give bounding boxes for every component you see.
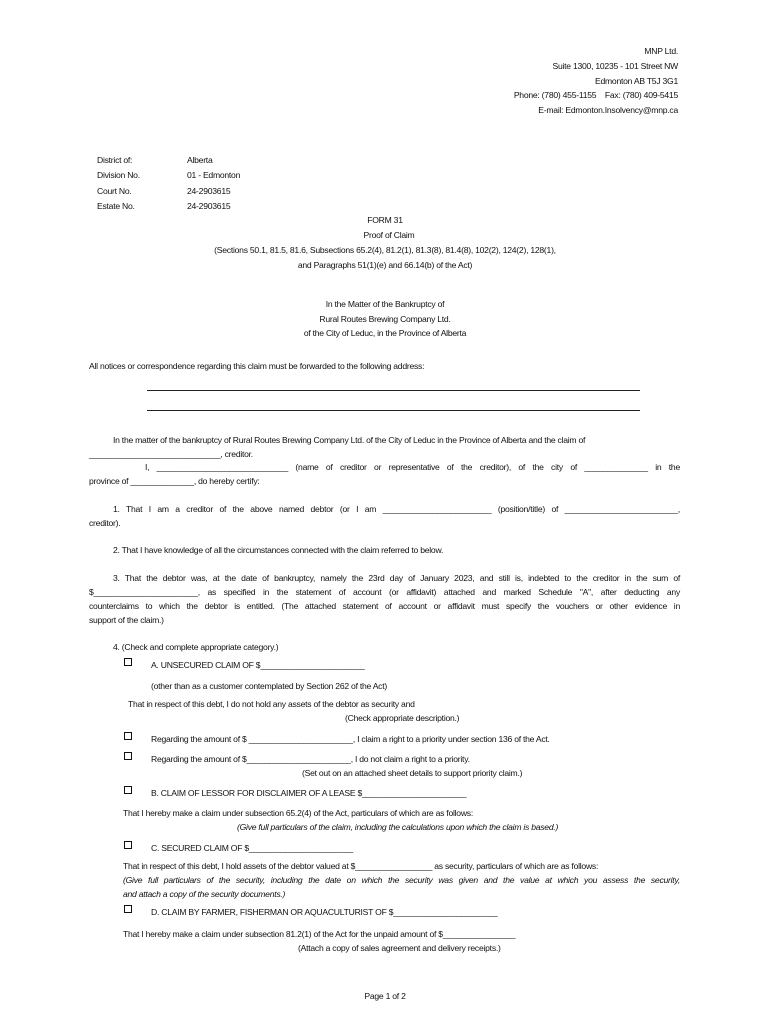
firm-name: MNP Ltd. (644, 46, 678, 56)
priority-details-note: (Set out on an attached sheet details to support priority claim.) (302, 768, 523, 778)
secured-claim-title: C. SECURED CLAIM OF $_______________________ (151, 843, 354, 853)
para3-line-3: counterclaims to which the debtor is entitled. (The attached statement of account or affidavit must specify the vouchers or other evidence in (89, 601, 680, 611)
unsecured-claim-subtitle: (other than as a customer contemplated by Section 262 of the Act) (151, 681, 387, 691)
para4-intro: 4. (Check and complete appropriate category.) (113, 642, 279, 652)
matter-debtor: Rural Routes Brewing Company Ltd. (319, 314, 451, 324)
para3-line-1: 3. That the debtor was, at the date of bankruptcy, namely the 23rd day of January 2023, and still is, indebted to the creditor in the sum of (113, 573, 680, 583)
form-number: FORM 31 (367, 215, 403, 225)
form-paragraphs: and Paragraphs 51(1)(e) and 66.14(b) of the Act) (297, 260, 473, 270)
para3-line-2: $_______________________, as specified in the statement of account (or affidavit) attached and marked Schedule "A", after deducting any (89, 587, 680, 597)
info-value: 24-2903615 (187, 201, 231, 212)
address-line-1[interactable] (147, 390, 640, 391)
no-priority-option-text: Regarding the amount of $_______________________, I do not claim a right to a priority. (151, 754, 470, 764)
form-title: Proof of Claim (363, 230, 415, 240)
farmer-claim-title: D. CLAIM BY FARMER, FISHERMAN OR AQUACULTURIST OF $_______________________ (151, 907, 498, 917)
matter-line-1: In the Matter of the Bankruptcy of (325, 299, 445, 309)
checkbox-priority[interactable] (124, 732, 132, 740)
firm-header (514, 44, 678, 118)
lessor-claim-title: B. CLAIM OF LESSOR FOR DISCLAIMER OF A LEASE $_______________________ (151, 788, 467, 798)
unsecured-check-note: (Check appropriate description.) (345, 713, 460, 723)
case-info (97, 153, 240, 215)
info-row-division (97, 168, 240, 183)
info-label: Division No. (97, 170, 140, 181)
checkbox-unsecured[interactable] (124, 658, 132, 666)
firm-phone-fax: Phone: (780) 455-1155 Fax: (780) 409-5415 (513, 90, 678, 101)
info-row-estate (97, 199, 240, 214)
lessor-claim-text: That I hereby make a claim under subsection 65.2(4) of the Act, particulars of which are as follows: (123, 808, 473, 818)
unsecured-claim-title: A. UNSECURED CLAIM OF $_______________________ (151, 660, 365, 670)
info-value: Alberta (187, 155, 213, 165)
intro-line-4: province of ______________, do hereby certify: (89, 476, 260, 486)
matter-location: of the City of Leduc, in the Province of Alberta (303, 328, 467, 338)
farmer-claim-note: (Attach a copy of sales agreement and delivery receipts.) (298, 943, 501, 953)
para2-text: 2. That I have knowledge of all the circumstances connected with the claim referred to below. (113, 545, 444, 555)
firm-address: Suite 1300, 10235 - 101 Street NW (552, 60, 678, 71)
checkbox-lessor[interactable] (124, 786, 132, 794)
info-row-district (97, 153, 240, 168)
notice-text: All notices or correspondence regarding this claim must be forwarded to the following address: (89, 361, 425, 371)
info-label: Court No. (97, 185, 132, 196)
checkbox-farmer[interactable] (124, 905, 132, 913)
para1-line-2: creditor). (89, 518, 121, 528)
address-line-2[interactable] (147, 410, 640, 411)
para3-line-4: support of the claim.) (89, 615, 164, 625)
farmer-claim-text: That I hereby make a claim under subsection 81.2(1) of the Act for the unpaid amount of $________________ (123, 929, 516, 939)
firm-email: E-mail: Edmonton.Insolvency@mnp.ca (538, 105, 678, 116)
checkbox-no-priority[interactable] (124, 752, 132, 760)
intro-line-1: In the matter of the bankruptcy of Rural Routes Brewing Company Ltd. of the City of Leduc in the Province of Alberta and the claim of (113, 435, 586, 445)
page-number: Page 1 of 2 (364, 991, 406, 1001)
info-value: 24-2903615 (187, 185, 231, 196)
firm-city: Edmonton AB T5J 3G1 (595, 75, 678, 86)
secured-claim-note-1: (Give full particulars of the security, including the date on which the security was given and the value at which you assess the security, (123, 875, 680, 885)
intro-line-3: I, _____________________________ (name of creditor or representative of the creditor), of the city of ______________ in the (145, 462, 680, 472)
para1-line-1: 1. That I am a creditor of the above named debtor (or I am ________________________ (position/title) of _________________________, (113, 504, 680, 514)
secured-claim-note-2: and attach a copy of the security documents.) (123, 889, 286, 899)
intro-line-2: _____________________________, creditor. (89, 449, 253, 459)
secured-claim-text: That in respect of this debt, I hold assets of the debtor valued at $_________________ as security, particulars of which are as follows: (123, 861, 599, 871)
info-label: District of: (97, 155, 133, 165)
info-row-court (97, 184, 240, 199)
info-value: 01 - Edmonton (187, 170, 241, 181)
form-sections: (Sections 50.1, 81.5, 81.6, Subsections 65.2(4), 81.2(1), 81.3(8), 81.4(8), 102(2), 124(2), 128(1), (214, 245, 556, 255)
lessor-claim-note: (Give full particulars of the claim, including the calculations upon which the claim is based.) (237, 822, 559, 832)
unsecured-respect-text: That in respect of this debt, I do not hold any assets of the debtor as security and (128, 699, 415, 709)
checkbox-secured[interactable] (124, 841, 132, 849)
priority-option-text: Regarding the amount of $ _______________________, I claim a right to a priority under section 136 of the Act. (151, 734, 550, 744)
info-label: Estate No. (97, 201, 135, 212)
